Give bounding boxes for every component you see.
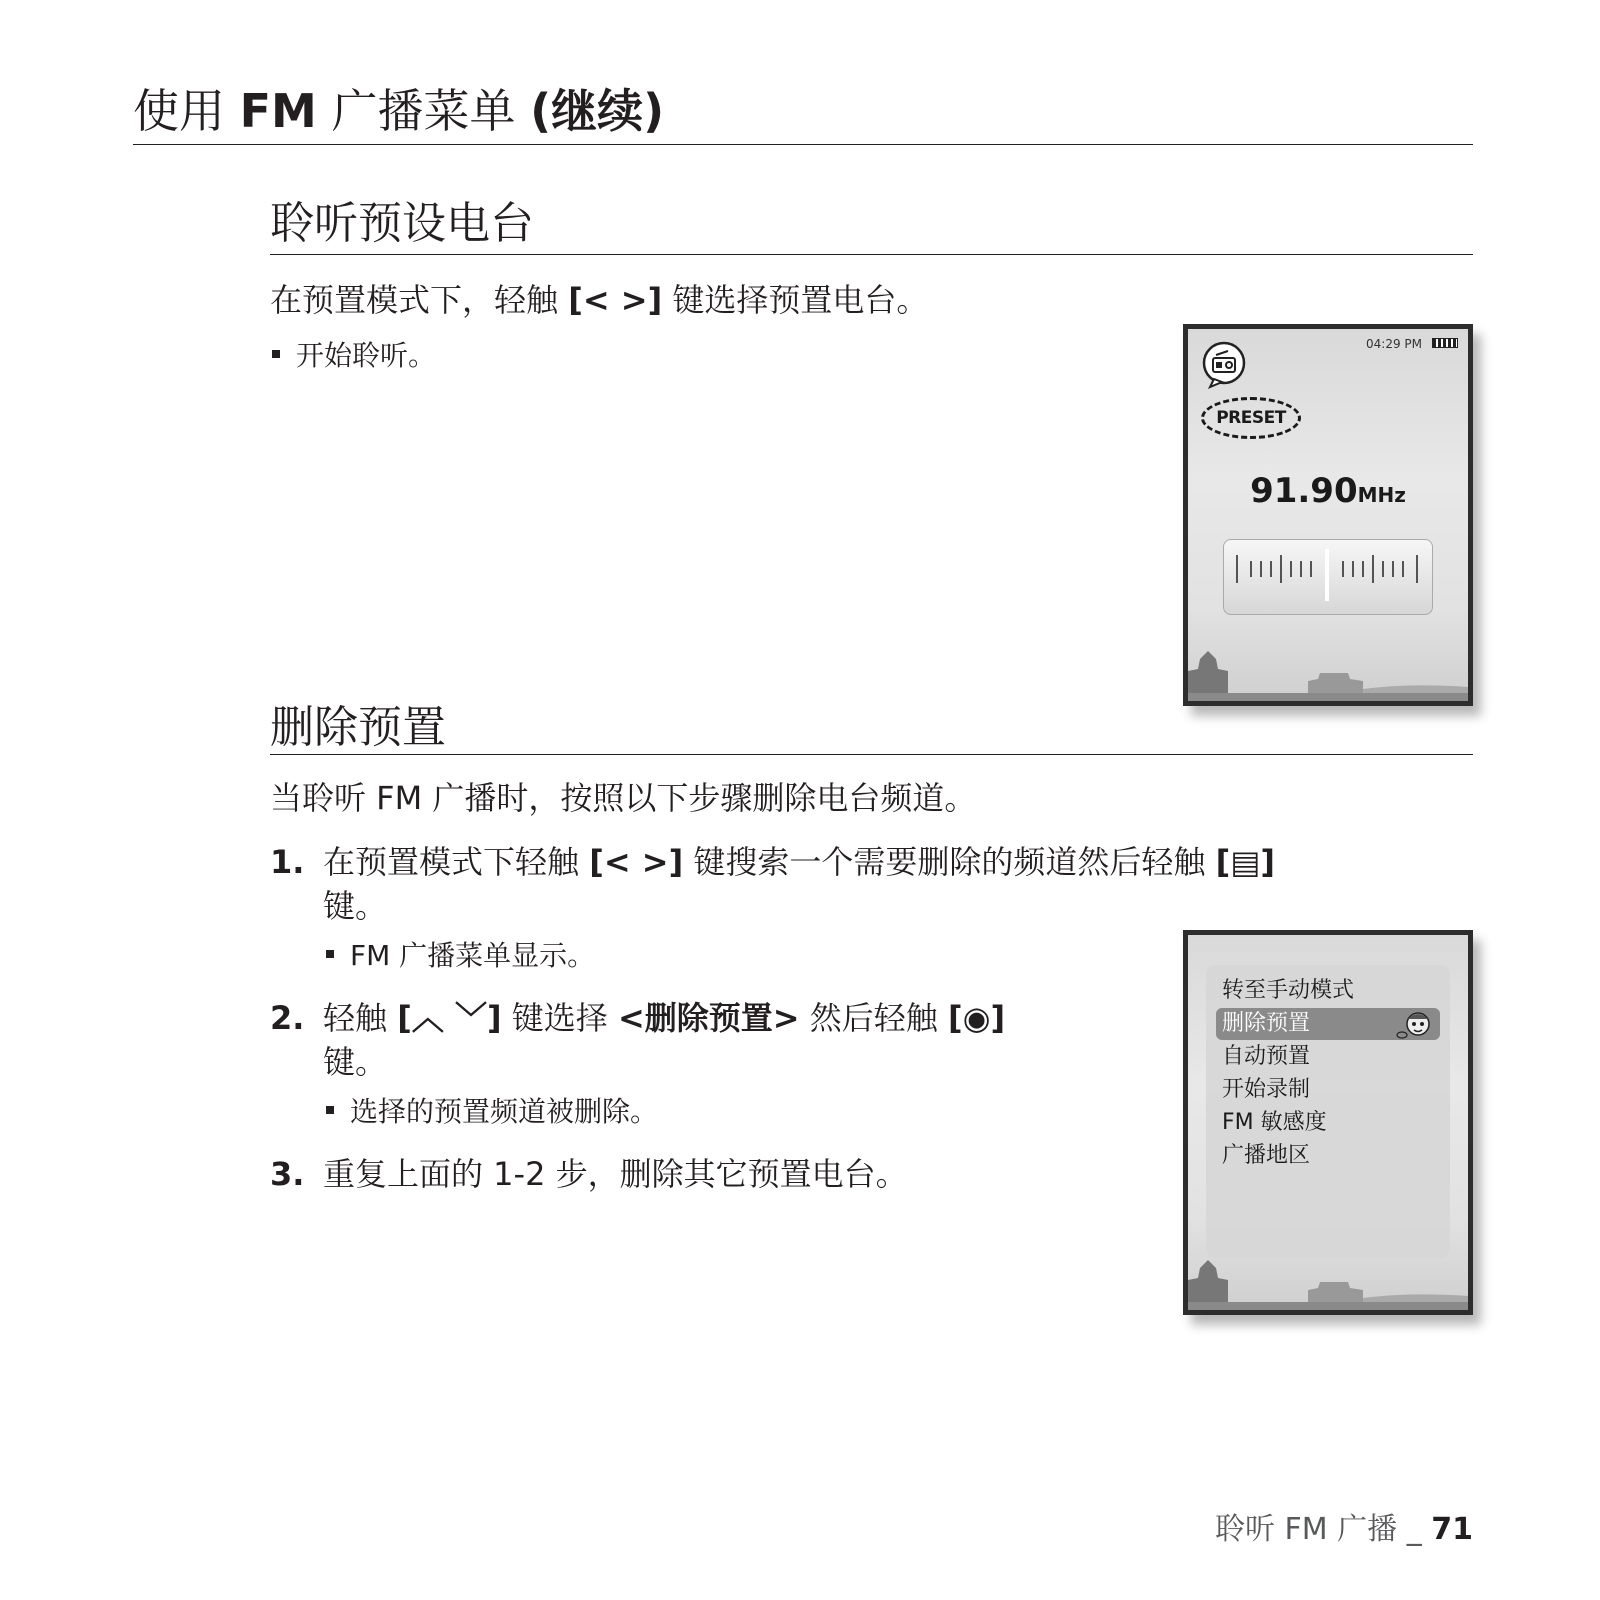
menu-key: [▤] [1215, 843, 1276, 881]
preset-screen [1183, 324, 1473, 706]
menu-item-auto-preset[interactable]: 自动预置 [1222, 1044, 1311, 1069]
listen-instruction [270, 278, 928, 322]
frequency-unit: MHz [1357, 483, 1406, 507]
step-1-after: 键。 [323, 887, 388, 925]
step-3-number: 3. [270, 1155, 305, 1193]
frequency-value: 91.90 [1250, 471, 1358, 511]
menu-item-fm-region[interactable]: 广播地区 [1222, 1143, 1311, 1168]
page-title-main: 广播菜单 [331, 84, 516, 138]
frequency-readout [1188, 471, 1468, 511]
menu-item-delete-preset-label: 删除预置 [1222, 1011, 1311, 1036]
preset-screen-display [1188, 329, 1468, 701]
step-2-text [323, 996, 1123, 1084]
footer-label: 聆听 FM 广播 _ [1214, 1512, 1422, 1547]
tuner-dial [1223, 539, 1433, 615]
step-2-before: 轻触 [323, 999, 388, 1037]
step-3-text: 重复上面的 1-2 步，删除其它预置电台。 [323, 1155, 908, 1193]
radio-icon [1200, 341, 1248, 389]
delete-intro: 当聆听 FM 广播时，按照以下步骤删除电台频道。 [270, 779, 977, 817]
step-2-number: 2. [270, 999, 305, 1037]
fm-menu-screen-display [1188, 935, 1468, 1310]
battery-icon [1432, 338, 1458, 348]
section-rule-listen [270, 254, 1473, 255]
listen-instruction-before: 在预置模式下，轻触 [270, 281, 559, 319]
fm-menu-panel [1206, 965, 1450, 1258]
fm-menu-screen [1183, 930, 1473, 1315]
scenery-illustration [1188, 1250, 1468, 1310]
page-footer [1215, 1504, 1473, 1548]
delete-preset-option: <删除预置> [617, 999, 800, 1037]
section-rule-delete [270, 754, 1473, 755]
step-1-bullet: FM 广播菜单显示。 [326, 936, 595, 976]
select-key: [◉] [947, 999, 1006, 1037]
left-right-key: [< >] [589, 843, 684, 881]
step-2-middle: 键选择 [511, 999, 608, 1037]
page-title-prefix: 使用 [133, 84, 225, 138]
scenery-illustration [1188, 641, 1468, 701]
left-right-key: [< >] [568, 281, 663, 319]
section-title-listen: 聆听预设电台 [270, 198, 534, 249]
page-title-rule [133, 144, 1473, 145]
up-down-key: [︿ ﹀] [397, 999, 502, 1037]
step-1-middle: 键搜索一个需要删除的频道然后轻触 [693, 843, 1206, 881]
preset-badge: PRESET [1201, 397, 1301, 439]
section-title-delete: 删除预置 [270, 702, 446, 753]
character-avatar-icon [1396, 1009, 1436, 1039]
menu-item-delete-preset[interactable] [1216, 1008, 1440, 1040]
listen-instruction-after: 键选择预置电台。 [672, 281, 929, 319]
menu-item-fm-sensitivity[interactable]: FM 敏感度 [1222, 1110, 1327, 1135]
menu-item-manual-mode[interactable]: 转至手动模式 [1222, 978, 1355, 1003]
page-number: 71 [1431, 1512, 1473, 1547]
page-title-suffix: (继续) [530, 84, 665, 138]
step-2-bullet: 选择的预置频道被删除。 [326, 1092, 658, 1132]
tuner-scale [1223, 539, 1433, 615]
step-2-middle2: 然后轻触 [809, 999, 938, 1037]
step-1-number: 1. [270, 843, 305, 881]
step-2-after: 键。 [323, 1043, 388, 1081]
page-title-fm: FM [239, 84, 317, 138]
page-title [133, 80, 664, 142]
step-1-text [323, 840, 1443, 928]
step-1-before: 在预置模式下轻触 [323, 843, 580, 881]
listen-bullet: 开始聆听。 [272, 336, 436, 376]
menu-item-start-recording[interactable]: 开始录制 [1222, 1077, 1311, 1102]
clock-readout: 04:29 PM [1366, 337, 1422, 351]
